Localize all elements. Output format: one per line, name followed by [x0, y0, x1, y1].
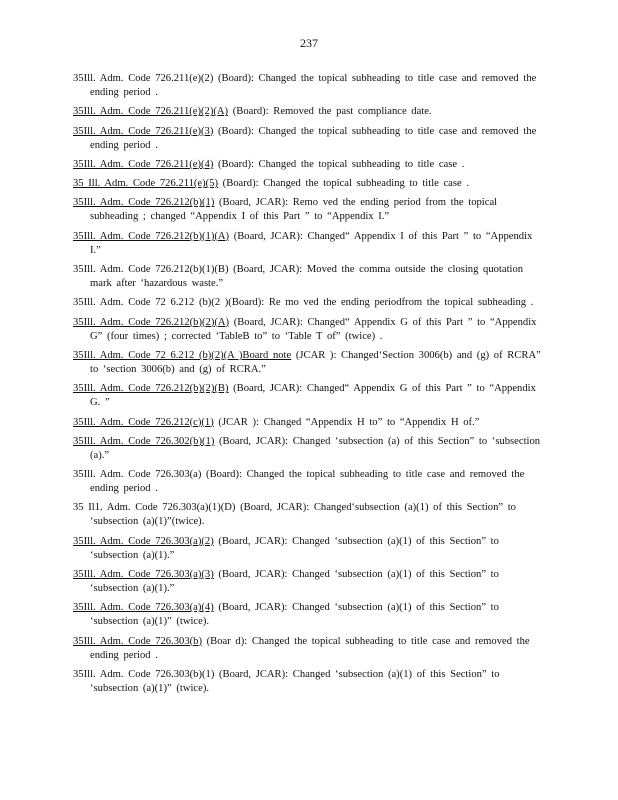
list-item [73, 230, 541, 258]
code-citation: 35Ill. Adm. Code 726.211(e)(2)(A) [73, 106, 229, 118]
list-item [73, 435, 541, 463]
code-citation: 35Ill. Adm. Code 726.212(b)(1)(B) [73, 264, 229, 276]
change-description: (Board): Changed the topical subheading to title case and removed the ending period . [90, 125, 537, 151]
code-citation: 35Ill. Adm. Code 726.211(e)(2) [73, 73, 214, 84]
code-citation: 35Ill. Adm. Code 72 6.212 (b)(2 ) [73, 297, 229, 309]
change-description: (JCAR ): Changed “Appendix H to” to “Appendix H of.” [213, 416, 480, 428]
list-item [73, 263, 541, 291]
change-description: (Boar d): Changed the topical subheading to title case and removed the ending period . [90, 635, 530, 661]
code-citation: 35Ill. Adm. Code 726.303(a)(4) [73, 602, 214, 614]
change-description: (Board, JCAR): Changed ‘subsection (a) of this Section” to ‘subsection (a).” [90, 435, 541, 461]
change-description: (Board): Changed the topical subheading to title case and removed the ending period . [90, 469, 525, 495]
code-citation: 35Ill. Adm. Code 726.212(b)(1)(A) [73, 230, 230, 242]
list-item [73, 382, 541, 410]
list-item [73, 177, 541, 191]
list-item [73, 125, 541, 153]
change-description: (Board): Removed the past compliance date. [228, 106, 432, 118]
list-item [73, 196, 541, 224]
change-description: (Board): Changed the topical subheading to title case . [218, 178, 470, 190]
code-citation: 35Ill. Adm. Code 726.303(b)(1) [73, 668, 215, 680]
change-description: (Board, JCAR): Changed“ Appendix I of this Part ” to “Appendix I.” [90, 230, 533, 256]
list-item [73, 296, 541, 310]
list-item [73, 535, 541, 563]
code-citation: 35 Il1. Adm. Code 726.303(a)(1)(D) [73, 502, 236, 514]
change-description: (Board, JCAR): Changed ‘subsection (a)(1) of this Section” to ‘subsection (a)(1).” [90, 535, 499, 561]
code-citation: 35Ill. Adm. Code 726.302(b)(1) [73, 435, 215, 447]
code-citation: 35Ill. Adm. Code 726.212(b)(2)(A) [73, 316, 230, 328]
code-citation: 35Ill. Adm. Code 726.303(a)(3) [73, 569, 214, 581]
page-number: 237 [300, 36, 318, 50]
code-citation: 35Ill. Adm. Code 726.212(b)(1) [73, 197, 215, 209]
list-item [73, 349, 541, 377]
list-item [73, 668, 541, 696]
list-item [73, 72, 541, 100]
change-description: (Board, JCAR): Changed ‘subsection (a)(1) of this Section” to ‘subsection (a)(1).” [90, 569, 499, 595]
code-citation: 35Ill. Adm. Code 726.211(e)(3) [73, 125, 214, 137]
change-description: (Board, JCAR): Changed ‘subsection (a)(1) of this Section” to ‘subsection (a)(1)” (twice). [90, 602, 499, 628]
change-description: (Board, JCAR): Moved the comma outside the closing quotation mark after ‘hazardous waste.” [90, 264, 524, 290]
list-item [73, 158, 541, 172]
list-item [73, 416, 541, 430]
code-citation: 35Ill. Adm. Code 726.303(a) [73, 469, 202, 481]
list-item [73, 568, 541, 596]
amendment-list [73, 72, 541, 701]
change-description: (Board): Changed the topical subheading to title case . [213, 158, 465, 170]
code-citation: 35Ill. Adm. Code 726.212(b)(2)(B) [73, 383, 229, 395]
change-description: (JCAR ): Changed‘Section 3006(b) and (g) of RCRA” to ‘section 3006(b) and (g) of RCRA.” [90, 349, 541, 375]
change-description: (Board, JCAR): Changed“ Appendix G of this Part ” to “Appendix G” (four times) ; corrected ‘TableB to” to ‘Table T of” (twice) . [90, 316, 537, 342]
list-item [73, 105, 541, 119]
change-description: (Board): Changed the topical subheading to title case and removed the ending period . [90, 73, 537, 98]
change-description: (Board): Re mo ved the ending periodfrom the topical subheading . [228, 297, 534, 309]
change-description: (Board, JCAR): Changed‘subsection (a)(1) of this Section” to ‘subsection (a)(1)”(twice). [90, 502, 516, 528]
change-description: (Board, JCAR): Changed ‘subsection (a)(1) of this Section” to ‘subsection (a)(1)” (twice). [90, 668, 500, 694]
change-description: (Board, JCAR): Remo ved the ending period from the topical subheading ; changed “Appendix I of this Part ” to “Appendix I.” [90, 197, 498, 223]
code-citation: 35 Ill. Adm. Code 726.211(e)(5) [73, 178, 219, 190]
list-item [73, 501, 541, 529]
change-description: (Board, JCAR): Changed“ Appendix G of this Part ” to “Appendix G. ” [90, 383, 536, 409]
code-citation: 35Ill. Adm. Code 726.212(c)(1) [73, 416, 214, 428]
code-citation: 35Ill. Adm. Code 726.211(e)(4) [73, 158, 214, 170]
list-item [73, 635, 541, 663]
code-citation: 35Ill. Adm. Code 72 6.212 (b)(2)(A )Board note [73, 349, 292, 361]
list-item [73, 316, 541, 344]
list-item [73, 468, 541, 496]
list-item [73, 601, 541, 629]
code-citation: 35Ill. Adm. Code 726.303(a)(2) [73, 535, 214, 547]
code-citation: 35Ill. Adm. Code 726.303(b) [73, 635, 202, 647]
